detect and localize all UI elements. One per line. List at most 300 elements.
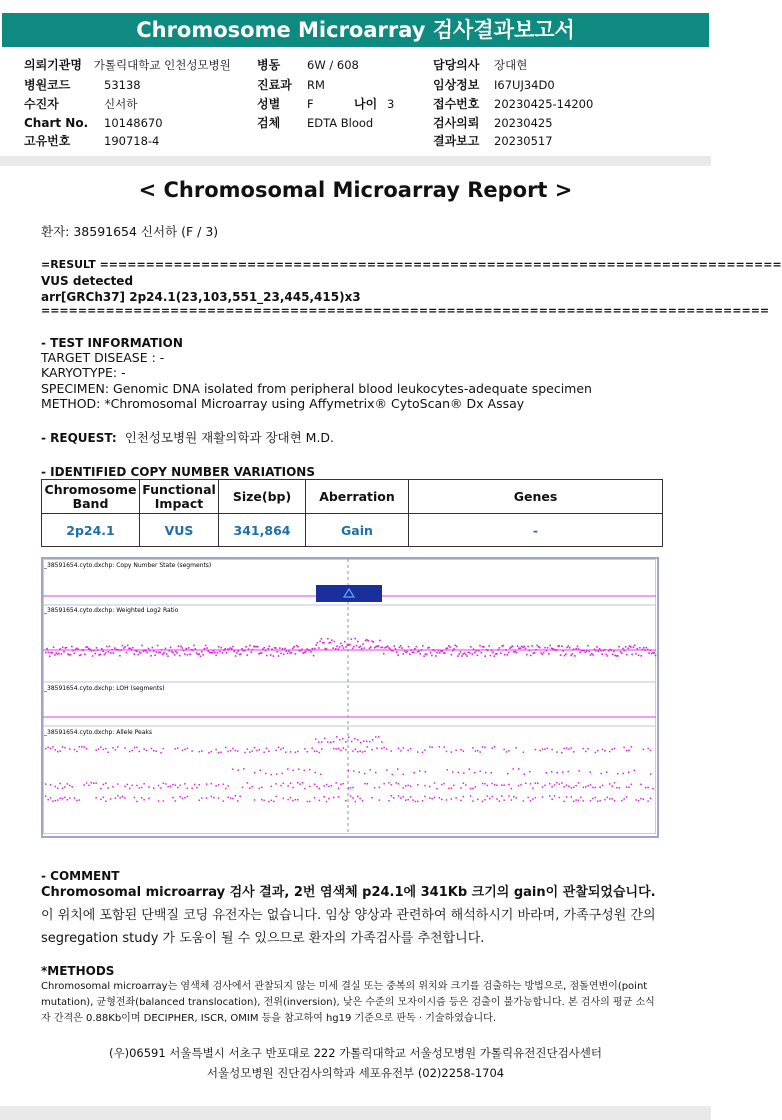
data-point: [398, 783, 400, 785]
age-label: 나이: [354, 97, 378, 111]
data-point: [221, 647, 223, 649]
data-point: [237, 800, 239, 802]
data-point: [631, 784, 633, 786]
data-point: [302, 782, 304, 784]
data-point: [254, 799, 256, 801]
data-point: [124, 646, 126, 648]
data-point: [239, 796, 241, 798]
data-point: [338, 748, 340, 750]
data-point: [578, 800, 580, 802]
data-point: [628, 750, 630, 752]
result-status: VUS detected: [41, 274, 134, 288]
data-point: [472, 788, 474, 790]
data-point: [524, 774, 526, 776]
track-label-cn: _38591654.cyto.dxchp: Copy Number State (segments): [44, 562, 212, 569]
data-point: [383, 783, 385, 785]
data-point: [494, 746, 496, 748]
data-point: [88, 785, 90, 787]
data-point: [622, 648, 624, 650]
unique-no-label: 고유번호: [24, 134, 71, 148]
data-point: [150, 655, 152, 657]
data-point: [532, 787, 534, 789]
data-point: [557, 772, 559, 774]
data-point: [410, 649, 412, 651]
data-point: [148, 648, 150, 650]
data-point: [417, 784, 419, 786]
data-point: [59, 798, 61, 800]
data-point: [482, 783, 484, 785]
data-point: [254, 772, 256, 774]
data-point: [182, 750, 184, 752]
data-point: [111, 649, 113, 651]
data-point: [614, 782, 616, 784]
data-point: [140, 652, 142, 654]
data-point: [330, 742, 332, 744]
data-point: [124, 747, 126, 749]
data-point: [535, 649, 537, 651]
data-point: [515, 797, 517, 799]
data-point: [623, 798, 625, 800]
data-point: [81, 746, 83, 748]
data-point: [359, 750, 361, 752]
data-point: [542, 748, 544, 750]
data-point: [605, 654, 607, 656]
data-point: [280, 785, 282, 787]
data-point: [55, 786, 57, 788]
data-point: [351, 741, 353, 743]
data-point: [342, 738, 344, 740]
data-point: [105, 748, 107, 750]
data-point: [434, 797, 436, 799]
data-point: [95, 797, 97, 799]
data-point: [270, 654, 272, 656]
data-point: [280, 749, 282, 751]
data-point: [206, 783, 208, 785]
data-point: [353, 646, 355, 648]
recipient-label: 수진자: [24, 97, 59, 111]
data-point: [287, 653, 289, 655]
data-point: [241, 648, 243, 650]
data-point: [167, 786, 169, 788]
data-point: [93, 650, 95, 652]
data-point: [263, 800, 265, 802]
data-point: [256, 750, 258, 752]
data-point: [62, 746, 64, 748]
data-point: [318, 741, 320, 743]
data-point: [529, 771, 531, 773]
data-point: [67, 783, 69, 785]
data-point: [160, 787, 162, 789]
data-point: [101, 648, 103, 650]
data-point: [114, 647, 116, 649]
data-point: [286, 650, 288, 652]
data-point: [292, 800, 294, 802]
data-point: [330, 642, 332, 644]
data-point: [607, 797, 609, 799]
data-point: [345, 749, 347, 751]
data-point: [309, 786, 311, 788]
data-point: [419, 770, 421, 772]
data-point: [396, 651, 398, 653]
data-point: [262, 648, 264, 650]
data-point: [455, 750, 457, 752]
data-point: [546, 650, 548, 652]
report-header-title: Chromosome Microarray 검사결과보고서: [2, 13, 709, 47]
data-point: [343, 747, 345, 749]
data-point: [314, 648, 316, 650]
data-point: [460, 800, 462, 802]
data-point: [112, 747, 114, 749]
data-point: [482, 801, 484, 803]
data-point: [158, 800, 160, 802]
data-point: [175, 784, 177, 786]
data-point: [640, 655, 642, 657]
data-point: [117, 783, 119, 785]
data-point: [352, 797, 354, 799]
data-point: [238, 769, 240, 771]
data-point: [320, 774, 322, 776]
data-point: [49, 656, 51, 658]
data-point: [71, 646, 73, 648]
data-point: [107, 787, 109, 789]
data-point: [356, 645, 358, 647]
data-point: [319, 641, 321, 643]
unique-no-value: 190718-4: [104, 134, 160, 148]
cn-gain-segment: [316, 585, 382, 602]
data-point: [575, 648, 577, 650]
data-point: [592, 654, 594, 656]
data-point: [57, 788, 59, 790]
data-point: [618, 646, 620, 648]
data-point: [102, 650, 104, 652]
data-point: [250, 651, 252, 653]
data-point: [398, 795, 400, 797]
data-point: [401, 647, 403, 649]
data-point: [592, 798, 594, 800]
hospital-code-value: 53138: [104, 78, 141, 92]
data-point: [585, 786, 587, 788]
clinical-info-label: 임상정보: [433, 78, 480, 92]
data-point: [105, 652, 107, 654]
data-point: [407, 799, 409, 801]
data-point: [407, 785, 409, 787]
data-point: [361, 648, 363, 650]
data-point: [364, 773, 366, 775]
data-point: [455, 797, 457, 799]
data-point: [566, 747, 568, 749]
data-point: [227, 797, 229, 799]
data-point: [408, 646, 410, 648]
cnv-plot: [41, 557, 659, 838]
data-point: [333, 797, 335, 799]
data-point: [461, 655, 463, 657]
data-point: [261, 799, 263, 801]
data-point: [316, 786, 318, 788]
data-point: [571, 747, 573, 749]
data-point: [166, 653, 168, 655]
data-point: [561, 752, 563, 754]
data-point: [556, 649, 558, 651]
report-date-value: 20230517: [494, 134, 553, 148]
data-point: [472, 800, 474, 802]
data-point: [344, 641, 346, 643]
data-point: [247, 782, 249, 784]
data-point: [387, 645, 389, 647]
data-point: [249, 788, 251, 790]
data-point: [570, 655, 572, 657]
data-point: [279, 647, 281, 649]
data-point: [141, 797, 143, 799]
data-point: [326, 784, 328, 786]
data-point: [392, 650, 394, 652]
data-point: [575, 785, 577, 787]
data-point: [612, 654, 614, 656]
data-point: [357, 641, 359, 643]
plot-canvas: [43, 559, 657, 836]
data-point: [475, 650, 477, 652]
data-point: [211, 783, 213, 785]
data-point: [243, 768, 245, 770]
data-point: [543, 652, 545, 654]
data-point: [292, 648, 294, 650]
patient-line: 환자: 38591654 신서하 (F / 3): [41, 224, 219, 239]
data-point: [54, 654, 56, 656]
data-point: [478, 650, 480, 652]
data-point: [131, 785, 133, 787]
data-point: [110, 798, 112, 800]
data-point: [631, 654, 633, 656]
data-point: [133, 653, 135, 655]
data-point: [187, 788, 189, 790]
data-point: [516, 652, 518, 654]
data-point: [473, 648, 475, 650]
data-point: [499, 647, 501, 649]
data-point: [226, 652, 228, 654]
data-point: [335, 782, 337, 784]
data-point: [357, 796, 359, 798]
test-info-heading: - TEST INFORMATION: [41, 336, 183, 350]
data-point: [267, 648, 269, 650]
data-point: [643, 799, 645, 801]
data-point: [309, 801, 311, 803]
data-point: [55, 800, 57, 802]
data-point: [266, 655, 268, 657]
data-point: [297, 751, 299, 753]
data-point: [175, 800, 177, 802]
data-point: [453, 785, 455, 787]
data-point: [218, 646, 220, 648]
data-point: [187, 748, 189, 750]
data-point: [564, 655, 566, 657]
data-point: [283, 798, 285, 800]
data-point: [129, 751, 131, 753]
data-point: [395, 648, 397, 650]
data-point: [113, 652, 115, 654]
data-point: [444, 652, 446, 654]
data-point: [595, 787, 597, 789]
data-point: [349, 644, 351, 646]
data-point: [176, 652, 178, 654]
data-point: [494, 655, 496, 657]
data-point: [523, 800, 525, 802]
data-point: [403, 747, 405, 749]
data-point: [639, 647, 641, 649]
data-point: [391, 795, 393, 797]
bottom-divider: [0, 1106, 711, 1120]
data-point: [307, 801, 309, 803]
clinical-info-value: I67UJ34D0: [494, 78, 555, 92]
data-point: [187, 654, 189, 656]
data-point: [100, 788, 102, 790]
data-point: [195, 648, 197, 650]
data-point: [625, 646, 627, 648]
data-point: [573, 787, 575, 789]
data-point: [542, 786, 544, 788]
data-point: [46, 648, 48, 650]
data-point: [269, 646, 271, 648]
data-point: [183, 650, 185, 652]
data-point: [451, 787, 453, 789]
data-point: [463, 750, 465, 752]
data-point: [638, 654, 640, 656]
data-point: [293, 770, 295, 772]
data-point: [208, 752, 210, 754]
data-point: [67, 799, 69, 801]
data-point: [86, 748, 88, 750]
col-genes: Genes: [409, 480, 663, 514]
data-point: [319, 800, 321, 802]
data-point: [447, 647, 449, 649]
data-point: [451, 751, 453, 753]
data-point: [436, 652, 438, 654]
data-point: [446, 799, 448, 801]
data-point: [559, 797, 561, 799]
data-point: [512, 645, 514, 647]
data-point: [305, 651, 307, 653]
data-point: [324, 738, 326, 740]
data-point: [211, 751, 213, 753]
data-point: [132, 647, 134, 649]
data-point: [252, 649, 254, 651]
data-point: [91, 782, 93, 784]
data-point: [276, 651, 278, 653]
data-point: [143, 799, 145, 801]
chart-no-label: Chart No.: [24, 116, 89, 130]
data-point: [456, 646, 458, 648]
data-point: [350, 795, 352, 797]
data-point: [626, 796, 628, 798]
data-point: [174, 654, 176, 656]
data-point: [406, 651, 408, 653]
data-point: [348, 737, 350, 739]
data-point: [480, 771, 482, 773]
data-point: [501, 784, 503, 786]
data-point: [551, 749, 553, 751]
data-point: [517, 645, 519, 647]
data-point: [463, 783, 465, 785]
data-point: [327, 741, 329, 743]
age-value: 3: [387, 97, 395, 111]
data-point: [566, 796, 568, 798]
karyotype: KARYOTYPE: -: [41, 365, 126, 380]
header-divider: [0, 156, 711, 166]
specimen-value: EDTA Blood: [307, 116, 374, 130]
data-point: [373, 641, 375, 643]
report-title: < Chromosomal Microarray Report >: [138, 178, 573, 202]
data-point: [315, 644, 317, 646]
data-point: [583, 800, 585, 802]
data-point: [556, 751, 558, 753]
data-point: [292, 787, 294, 789]
data-point: [251, 786, 253, 788]
data-point: [643, 749, 645, 751]
data-point: [501, 795, 503, 797]
data-point: [254, 747, 256, 749]
data-point: [96, 647, 98, 649]
data-point: [630, 646, 632, 648]
data-point: [416, 646, 418, 648]
data-point: [280, 653, 282, 655]
data-point: [165, 783, 167, 785]
data-point: [268, 801, 270, 803]
ward-value: 6W / 608: [307, 58, 359, 72]
data-point: [496, 798, 498, 800]
chart-no-value: 10148670: [104, 116, 163, 130]
data-point: [551, 786, 553, 788]
data-point: [319, 752, 321, 754]
data-point: [530, 800, 532, 802]
data-point: [249, 645, 251, 647]
data-point: [170, 647, 172, 649]
data-point: [339, 646, 341, 648]
data-point: [453, 648, 455, 650]
data-point: [647, 787, 649, 789]
data-point: [131, 750, 133, 752]
data-point: [211, 796, 213, 798]
data-point: [477, 750, 479, 752]
data-point: [370, 646, 372, 648]
data-point: [59, 750, 61, 752]
data-point: [525, 648, 527, 650]
data-point: [395, 782, 397, 784]
data-point: [508, 652, 510, 654]
data-point: [218, 784, 220, 786]
data-point: [508, 795, 510, 797]
data-point: [202, 654, 204, 656]
data-point: [61, 653, 63, 655]
data-point: [647, 800, 649, 802]
data-point: [297, 782, 299, 784]
data-point: [371, 749, 373, 751]
data-point: [261, 787, 263, 789]
data-point: [332, 647, 334, 649]
col-size: Size(bp): [219, 480, 306, 514]
cell-aberration: Gain: [306, 514, 409, 547]
data-point: [443, 746, 445, 748]
data-point: [214, 652, 216, 654]
data-point: [562, 650, 564, 652]
data-point: [505, 649, 507, 651]
data-point: [544, 785, 546, 787]
data-point: [551, 771, 553, 773]
data-point: [198, 653, 200, 655]
track-label-log2: _38591654.cyto.dxchp: Weighted Log2 Ratio: [44, 607, 179, 614]
data-point: [163, 748, 165, 750]
data-point: [95, 782, 97, 784]
data-point: [167, 655, 169, 657]
data-point: [193, 645, 195, 647]
header-field-ward: 병동: [257, 58, 281, 72]
